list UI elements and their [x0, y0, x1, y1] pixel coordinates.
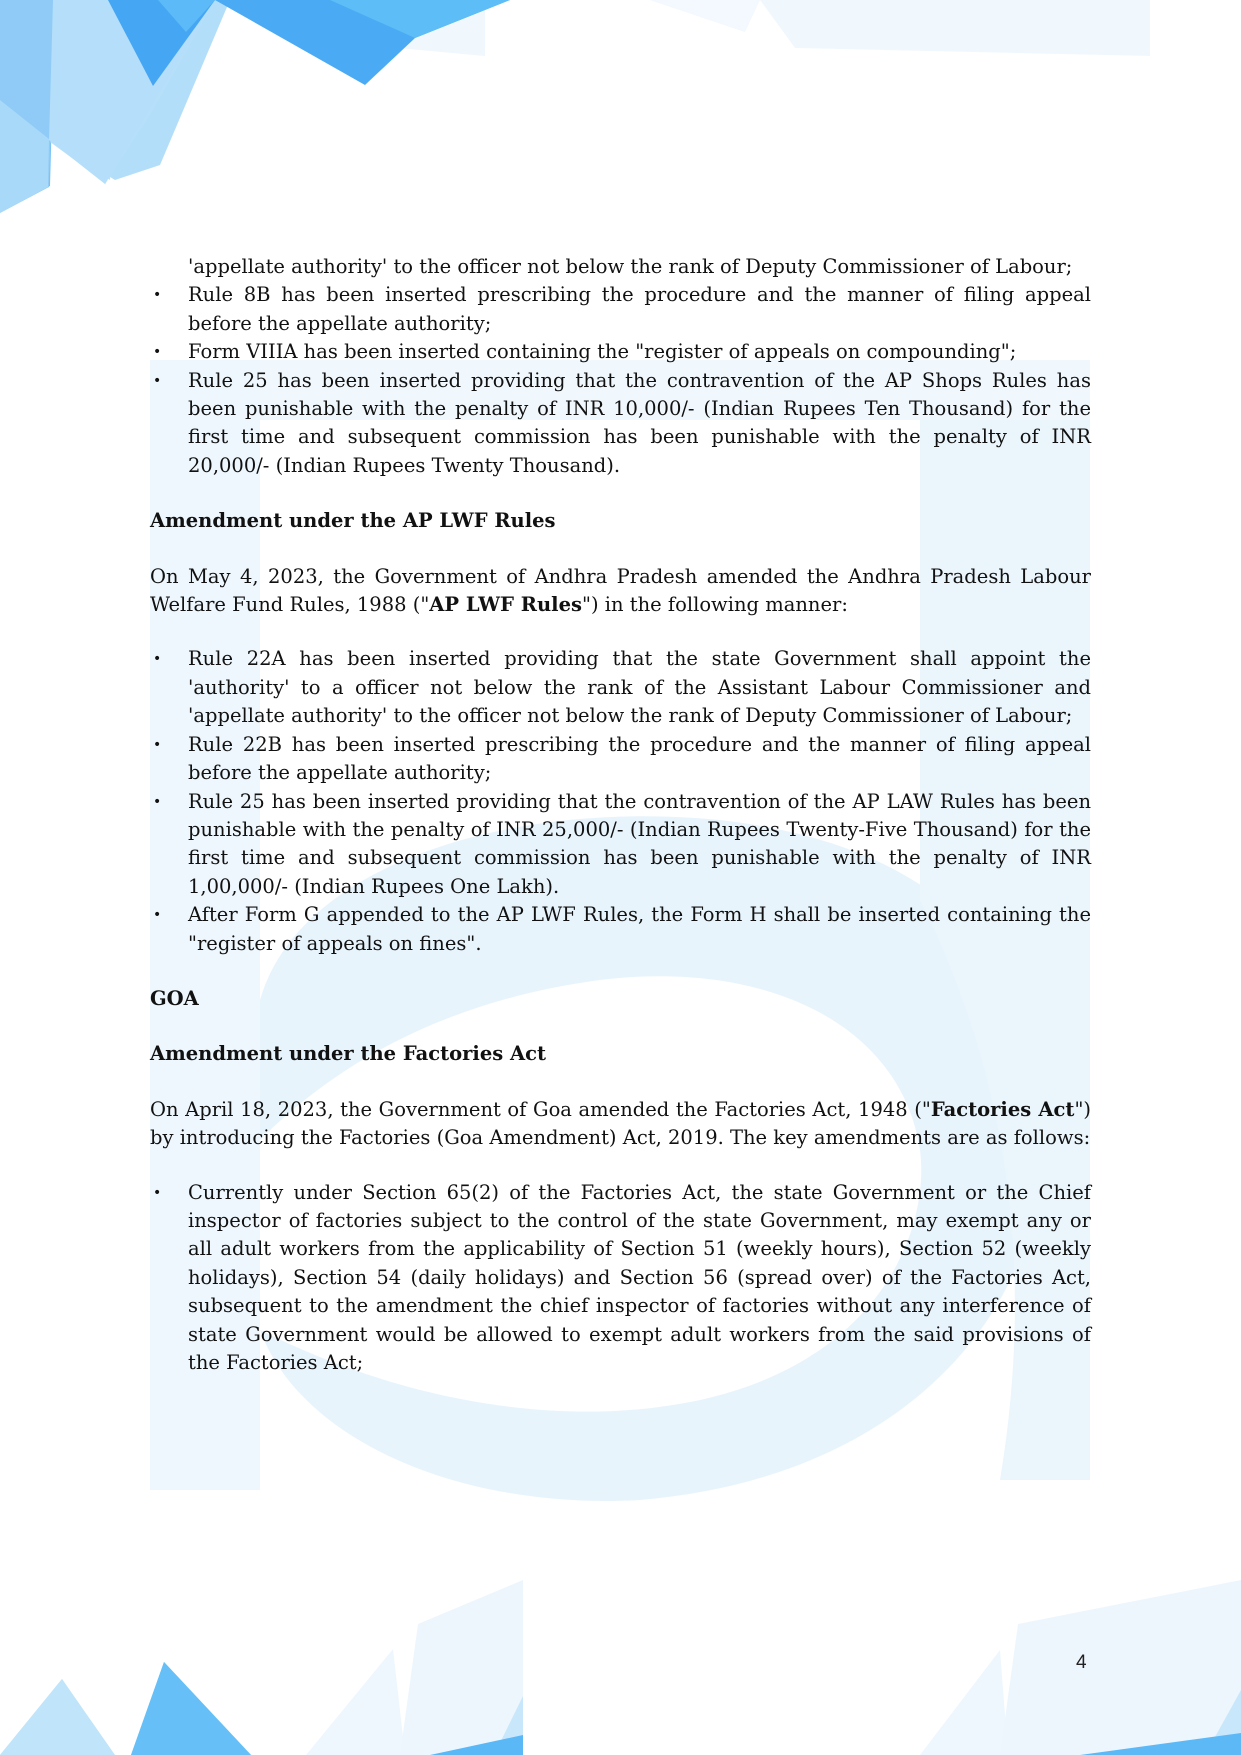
- list-item: [150, 901, 1091, 958]
- list-item-text: Form VIIIA has been inserted containing the "register of appeals on compounding";: [188, 340, 1017, 364]
- bullet-icon: •: [153, 1184, 162, 1201]
- bullet-icon: •: [153, 736, 162, 753]
- bullet-icon: •: [153, 287, 162, 304]
- list-item-text: After Form G appended to the AP LWF Rules, the Form H shall be inserted containing the "register of appeals on fines".: [188, 903, 1091, 955]
- list-item: [150, 645, 1091, 730]
- corner-br-2: [920, 1650, 1008, 1755]
- corner-bl-1: [0, 1679, 114, 1755]
- goa-intro: [150, 1096, 1091, 1153]
- corner-bl-2: [131, 1662, 251, 1755]
- section-heading-factories-act: Amendment under the Factories Act: [150, 1042, 546, 1066]
- list-item-continuation: 'appellate authority' to the officer not below the rank of Deputy Commissioner of Labour;: [188, 255, 1073, 278]
- bullet-icon: •: [153, 372, 162, 389]
- list-item: [150, 731, 1091, 788]
- section-heading-ap-lwf: Amendment under the AP LWF Rules: [150, 509, 556, 533]
- ap-lwf-list: [150, 645, 1091, 957]
- list-item: [150, 1179, 1091, 1378]
- bullet-icon: •: [153, 793, 162, 810]
- document-body: [150, 253, 1091, 1377]
- corner-tr-2: [760, 0, 1150, 56]
- list-item-text: Currently under Section 65(2) of the Factories Act, the state Government or the Chief inspector of factories subject to the control of the state Government, may exempt any or all adult workers from the applicability of Section 51 (weekly hours), Section 52 (weekly holidays), Section 54 (daily holidays) and Section 56 (spread over) of the Factories Act, subsequent to the amendment the chief inspector of factories without any interference of state Government would be allowed to exempt adult workers from the said provisions of the Factories Act;: [188, 1180, 1091, 1374]
- list-item: [150, 788, 1091, 902]
- list-item: [150, 338, 1091, 366]
- list-item-text: Rule 25 has been inserted providing that the contravention of the AP Shops Rules has been punishable with the penalty of INR 10,000/- (Indian Rupees Ten Thousand) for the first time and subsequent commission has been punishable with the penalty of INR 20,000/- (Indian Rupees Twenty Thousand).: [188, 368, 1091, 477]
- intro-text: ") in the following manner:: [581, 593, 848, 617]
- intro-text: ") by introducing the Factories (Goa Amendment) Act, 2019. The key amendments are as follows:: [150, 1097, 1092, 1150]
- bullet-icon: •: [153, 907, 162, 924]
- goa-list: [150, 1179, 1091, 1378]
- bullet-icon: •: [153, 651, 162, 668]
- page-number: 4: [1076, 1652, 1087, 1673]
- defined-term: AP LWF Rules: [429, 593, 582, 617]
- list-item-text: Rule 22B has been inserted prescribing the procedure and the manner of filing appeal before the appellate authority;: [188, 732, 1091, 785]
- state-heading-goa: GOA: [150, 986, 199, 1010]
- continuation-list: [150, 281, 1091, 480]
- defined-term: Factories Act: [930, 1097, 1075, 1121]
- ap-lwf-intro: [150, 563, 1091, 620]
- corner-tr-3: [650, 0, 760, 32]
- list-item-text: Rule 25 has been inserted providing that the contravention of the AP LAW Rules has been punishable with the penalty of INR 25,000/- (Indian Rupees Twenty-Five Thousand) for the first time and subsequent commission has been punishable with the penalty of INR 1,00,000/- (Indian Rupees One Lakh).: [188, 789, 1091, 898]
- corner-br-3: [1000, 1580, 1241, 1755]
- intro-text: On May 4, 2023, the Government of Andhra Pradesh amended the Andhra Pradesh Labour Welfare Fund Rules, 1988 (": [150, 564, 1091, 617]
- bullet-icon: •: [153, 344, 162, 361]
- list-item-text: Rule 8B has been inserted prescribing the procedure and the manner of filing appeal before the appellate authority;: [188, 283, 1091, 335]
- list-item: [150, 281, 1091, 338]
- list-item: [150, 367, 1091, 481]
- intro-text: On April 18, 2023, the Government of Goa amended the Factories Act, 1948 (": [150, 1097, 931, 1121]
- list-item-text: Rule 22A has been inserted providing that the state Government shall appoint the 'authority' to a officer not below the rank of the Assistant Labour Commissioner and 'appellate authority' to the officer not below the rank of Deputy Commissioner of Labour;: [188, 647, 1091, 728]
